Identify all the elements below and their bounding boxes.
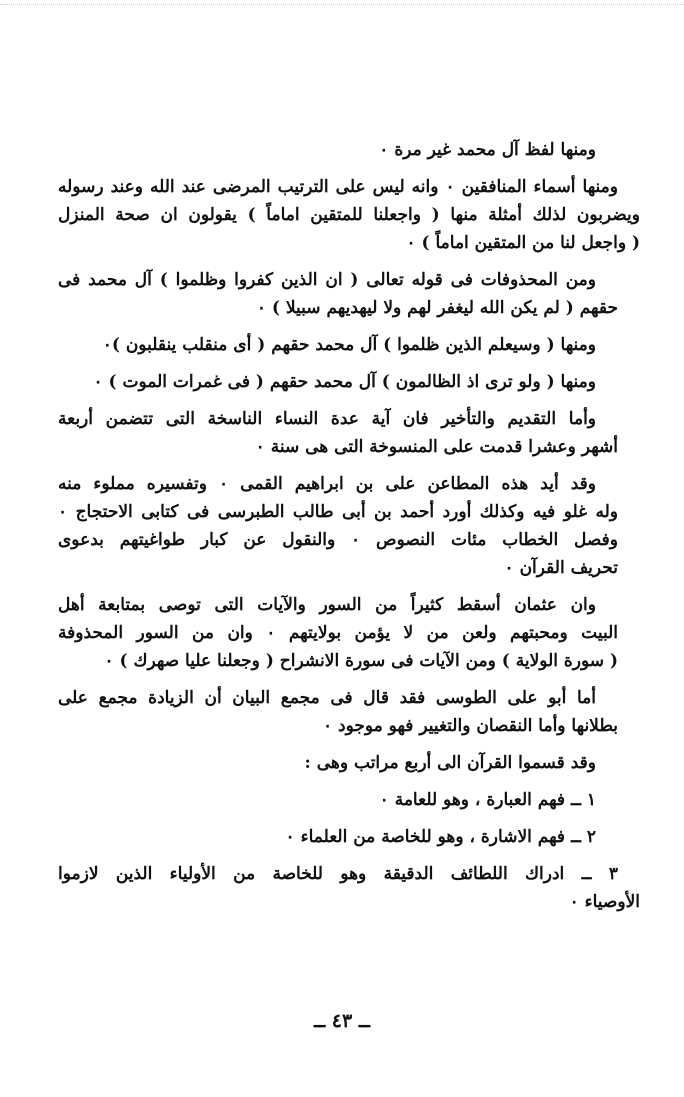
text-line: ويضربون لذلك أمثلة منها ( واجعلنا للمتقين اماماً ) يقولون ان صحة المنزل [58,205,640,225]
text-line: أما أبو على الطوسى فقد قال فى مجمع البيان أن الزيادة مجمع على [58,688,596,708]
paragraph [58,266,618,322]
text-line: ومنها أسماء المنافقين ٠ وانه ليس على الترتيب المرضى عند الله وعند رسوله [58,177,618,197]
text-line: ١ ــ فهم العبارة ، وهو للعامة ٠ [379,790,596,810]
text-line: وله غلو فيه وكذلك أورد أحمد بن أبى طالب الطبرسى فى كتابى الاحتجاج ٠ [58,502,618,522]
text-line: وفصل الخطاب مئات النصوص ٠ والنقول عن كبار طواغيتهم بدعوى [58,530,618,550]
text-line: وقد أيد هذه المطاعن على بن ابراهيم القمى ٠ وتفسيره مملوء منه [58,474,596,494]
paragraph [58,823,618,851]
page-number: ــ ٤٣ ــ [314,1010,370,1032]
text-line: وأما التقديم والتأخير فان آية عدة النساء الناسخة التى تتضمن أربعة [58,409,596,429]
text-line: حقهم ( لم يكن الله ليغفر لهم ولا ليهديهم سبيلا ) ٠ [256,298,618,318]
paragraph [58,684,618,740]
text-line: البيت ومحبتهم ولعن من لا يؤمن بولايتهم ٠ وان من السور المحذوفة [58,623,618,643]
text-line: ( سورة الولاية ) ومن الآيات فى سورة الانشراح ( وجعلنا عليا صهرك ) ٠ [104,651,618,671]
text-line: ومن المحذوفات فى قوله تعالى ( ان الذين كفروا وظلموا ) آل محمد فى [58,270,596,290]
text-line: ومنها ( ولو ترى اذ الظالمون ) آل محمد حقهم ( فى غمرات الموت ) ٠ [93,372,596,392]
text-line: وقد قسموا القرآن الى أربع مراتب وهى : [304,753,596,773]
text-line: أشهر وعشرا قدمت على المنسوخة التى هى سنة ٠ [255,437,618,457]
text-line: ومنها ( وسيعلم الذين ظلموا ) آل محمد حقهم ( أى منقلب ينقلبون )٠ [102,335,596,355]
page-top-edge [0,4,684,5]
text-line: تحريف القرآن ٠ [504,558,618,578]
paragraph [58,749,618,777]
paragraph [58,368,618,396]
text-line: ٢ ــ فهم الاشارة ، وهو للخاصة من العلماء ٠ [285,827,596,847]
paragraph [58,786,618,814]
paragraph [58,136,618,164]
text-line: ٣ ــ ادراك اللطائف الدقيقة وهو للخاصة من الأولياء الذين لازموا [58,864,618,884]
paragraph [58,405,618,461]
paragraph [58,470,618,582]
body-text [58,136,640,925]
paragraph [58,173,640,257]
text-line: ومنها لفظ آل محمد غير مرة ٠ [379,140,596,160]
paragraph [58,860,640,916]
text-line: ( واجعل لنا من المتقين اماماً ) ٠ [406,233,640,253]
text-line: بطلانها وأما النقصان والتغيير فهو موجود ٠ [322,716,618,736]
paragraph [58,331,618,359]
text-line: وان عثمان أسقط كثيراً من السور والآيات التى توصى بمتابعة أهل [58,595,596,615]
paragraph [58,591,618,675]
text-line: الأوصياء ٠ [569,892,640,912]
